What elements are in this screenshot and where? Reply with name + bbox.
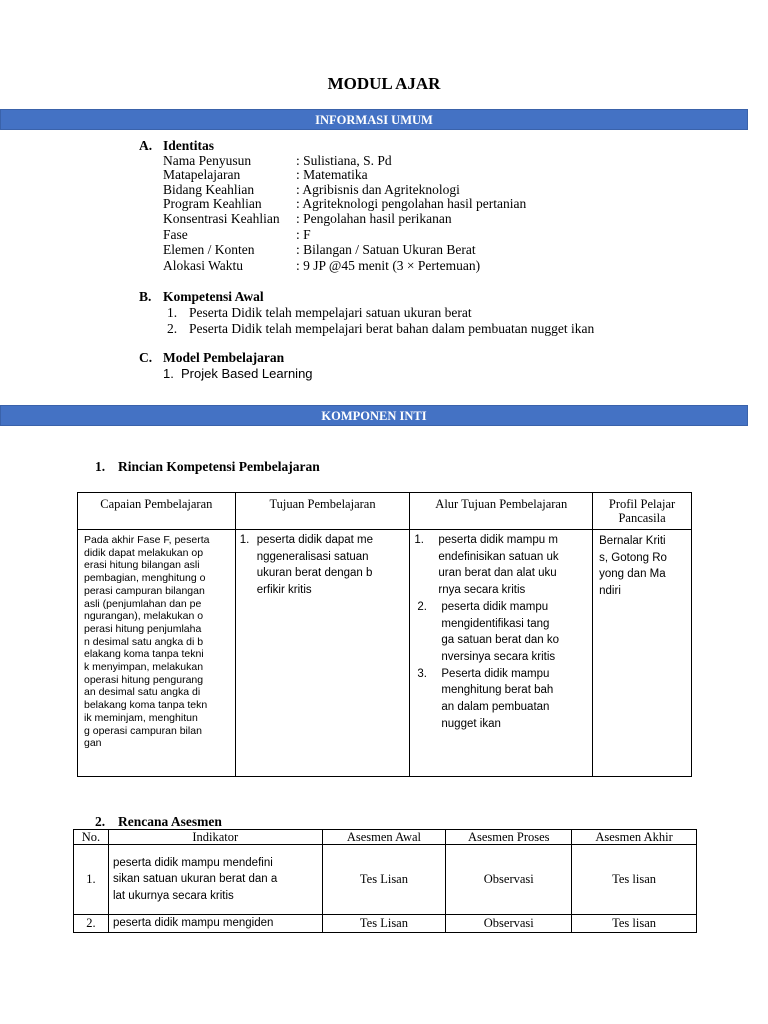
identitas-value: : Sulistiana, S. Pd — [296, 153, 392, 168]
alur-cell — [410, 530, 593, 777]
asesmen-table — [73, 829, 697, 933]
alur-number: 2. — [417, 600, 427, 613]
indikator-line: lat ukurnya secara kritis — [112, 889, 234, 902]
identitas-value: : Pengolahan hasil perikanan — [296, 211, 452, 226]
informasi-umum-bar: INFORMASI UMUM — [0, 109, 748, 130]
asesmen-awal: Tes Lisan — [322, 845, 446, 915]
identitas-value: : Matematika — [296, 167, 368, 182]
profil-line: s, Gotong Ro — [599, 551, 667, 564]
capaian-line: ik meminjam, menghitun — [84, 711, 198, 724]
identitas-key: Fase — [163, 227, 188, 242]
alur-item — [414, 599, 588, 666]
alur-line: nversinya secara kritis — [441, 650, 556, 663]
identitas-value: : 9 JP @45 menit (3 × Pertemuan) — [296, 258, 481, 273]
tujuan-number: 1. — [239, 534, 250, 546]
asesmen-indikator — [108, 845, 322, 915]
capaian-line: belakang koma tanpa tekn — [84, 699, 208, 712]
capaian-line: n desimal satu angka di b — [84, 635, 204, 648]
asesmen-awal: Tes Lisan — [322, 915, 446, 933]
alur-line: Peserta didik mampu — [441, 667, 550, 680]
indikator-line: sikan satuan ukuran berat dan a — [112, 873, 278, 886]
asesmen-proses: Observasi — [446, 845, 572, 915]
capaian-line: Pada akhir Fase F, peserta — [84, 534, 210, 546]
asesmen-proses: Observasi — [446, 915, 572, 933]
tujuan-line: ukuran berat dengan b — [256, 567, 373, 580]
profil-line: ndiri — [599, 585, 621, 598]
asesmen-heading-number: 2. — [95, 814, 106, 829]
indikator-line: peserta didik mampu mengiden — [112, 917, 274, 929]
table-header-cell: Asesmen Awal — [322, 830, 446, 845]
rincian-heading-number: 1. — [95, 459, 106, 474]
alur-item — [414, 666, 588, 733]
tujuan-line: nggeneralisasi satuan — [256, 550, 369, 563]
kompetensi-heading-number: B. — [139, 289, 152, 304]
model-heading-number: C. — [139, 350, 153, 365]
alur-line: peserta didik mampu — [441, 600, 549, 613]
indikator-line: peserta didik mampu mendefini — [112, 856, 273, 869]
identitas-key: Bidang Keahlian — [163, 182, 255, 197]
list-number: 1. — [167, 305, 178, 320]
asesmen-no: 1. — [74, 845, 109, 915]
capaian-line: gan — [84, 737, 102, 750]
rincian-heading: Rincian Kompetensi Pembelajaran — [118, 459, 320, 474]
capaian-line: didik dapat melakukan op — [84, 546, 204, 559]
table-row — [74, 915, 697, 933]
identitas-heading: Identitas — [163, 138, 215, 153]
alur-line: ga satuan berat dan ko — [441, 634, 560, 647]
table-header-cell: Tujuan Pembelajaran — [235, 493, 410, 530]
table-header-cell: Alur Tujuan Pembelajaran — [410, 493, 593, 530]
capaian-line: an desimal satu angka di — [84, 686, 201, 699]
tujuan-line: erfikir kritis — [256, 584, 312, 597]
identitas-key: Nama Penyusun — [163, 153, 252, 168]
profil-cell — [593, 530, 692, 777]
komponen-inti-bar: KOMPONEN INTI — [0, 405, 748, 426]
list-item: Peserta Didik telah mempelajari satuan ukuran berat — [189, 305, 472, 320]
identitas-key: Elemen / Konten — [163, 242, 255, 257]
alur-line: menghitung berat bah — [441, 684, 554, 697]
capaian-line: k menyimpan, melakukan — [84, 661, 204, 674]
alur-line: peserta didik mampu m — [438, 534, 558, 546]
capaian-line: perasi campuran bilangan — [84, 584, 205, 597]
identitas-key: Alokasi Waktu — [163, 258, 244, 273]
identitas-value: : Agriteknologi pengolahan hasil pertanian — [296, 196, 527, 211]
table-header-cell: Capaian Pembelajaran — [78, 493, 236, 530]
identitas-value: : Bilangan / Satuan Ukuran Berat — [296, 242, 476, 257]
identitas-key: Matapelajaran — [163, 167, 241, 182]
profil-line: Bernalar Kriti — [599, 535, 666, 547]
table-header-cell: No. — [74, 830, 109, 845]
capaian-line: g operasi campuran bilan — [84, 724, 202, 737]
capaian-line: elakang koma tanpa tekni — [84, 648, 204, 661]
asesmen-no: 2. — [74, 915, 109, 933]
table-header-row — [74, 830, 697, 845]
capaian-line: operasi hitung pengurang — [84, 673, 204, 686]
capaian-line: ngurangan), melakukan o — [84, 610, 204, 623]
profil-line: yong dan Ma — [599, 568, 666, 581]
identitas-key: Konsentrasi Keahlian — [163, 211, 280, 226]
list-number: 1. — [163, 366, 174, 381]
rincian-table — [77, 492, 692, 777]
table-header-cell: Asesmen Proses — [446, 830, 572, 845]
alur-line: nugget ikan — [441, 717, 501, 730]
page-title: MODUL AJAR — [327, 74, 441, 93]
capaian-line: erasi hitung bilangan asli — [84, 559, 200, 572]
alur-number: 3. — [417, 667, 427, 680]
alur-line: mengidentifikasi tang — [441, 617, 550, 630]
capaian-line: pembagian, menghitung o — [84, 572, 206, 585]
table-row — [74, 845, 697, 915]
capaian-cell — [78, 530, 236, 777]
table-header-cell: Asesmen Akhir — [572, 830, 697, 845]
identitas-heading-number: A. — [139, 138, 153, 153]
tujuan-line: peserta didik dapat me — [256, 534, 374, 546]
alur-line: endefinisikan satuan uk — [438, 550, 559, 563]
tujuan-item — [240, 532, 406, 599]
alur-line: uran berat dan alat uku — [438, 567, 557, 580]
asesmen-akhir: Tes lisan — [572, 845, 697, 915]
list-item: Peserta Didik telah mempelajari berat bahan dalam pembuatan nugget ikan — [189, 321, 595, 336]
model-heading: Model Pembelajaran — [163, 350, 285, 365]
alur-line: an dalam pembuatan — [441, 701, 550, 714]
kompetensi-heading: Kompetensi Awal — [163, 289, 264, 304]
identitas-value: : F — [296, 227, 311, 242]
asesmen-akhir: Tes lisan — [572, 915, 697, 933]
table-header-row — [78, 493, 692, 530]
identitas-value: : Agribisnis dan Agriteknologi — [296, 182, 460, 197]
identitas-key: Program Keahlian — [163, 196, 262, 211]
tujuan-cell — [235, 530, 410, 777]
alur-line: rnya secara kritis — [438, 584, 526, 597]
list-number: 2. — [167, 321, 178, 336]
alur-number: 1. — [414, 534, 424, 546]
capaian-line: perasi hitung penjumlaha — [84, 622, 202, 635]
capaian-line: asli (penjumlahan dan pe — [84, 597, 202, 610]
asesmen-indikator — [108, 915, 322, 933]
table-header-cell: Indikator — [108, 830, 322, 845]
table-header-cell: Profil Pelajar Pancasila — [593, 493, 692, 530]
list-item: Projek Based Learning — [181, 366, 313, 381]
asesmen-heading: Rencana Asesmen — [118, 814, 222, 829]
table-row — [78, 530, 692, 777]
alur-item — [414, 532, 588, 599]
